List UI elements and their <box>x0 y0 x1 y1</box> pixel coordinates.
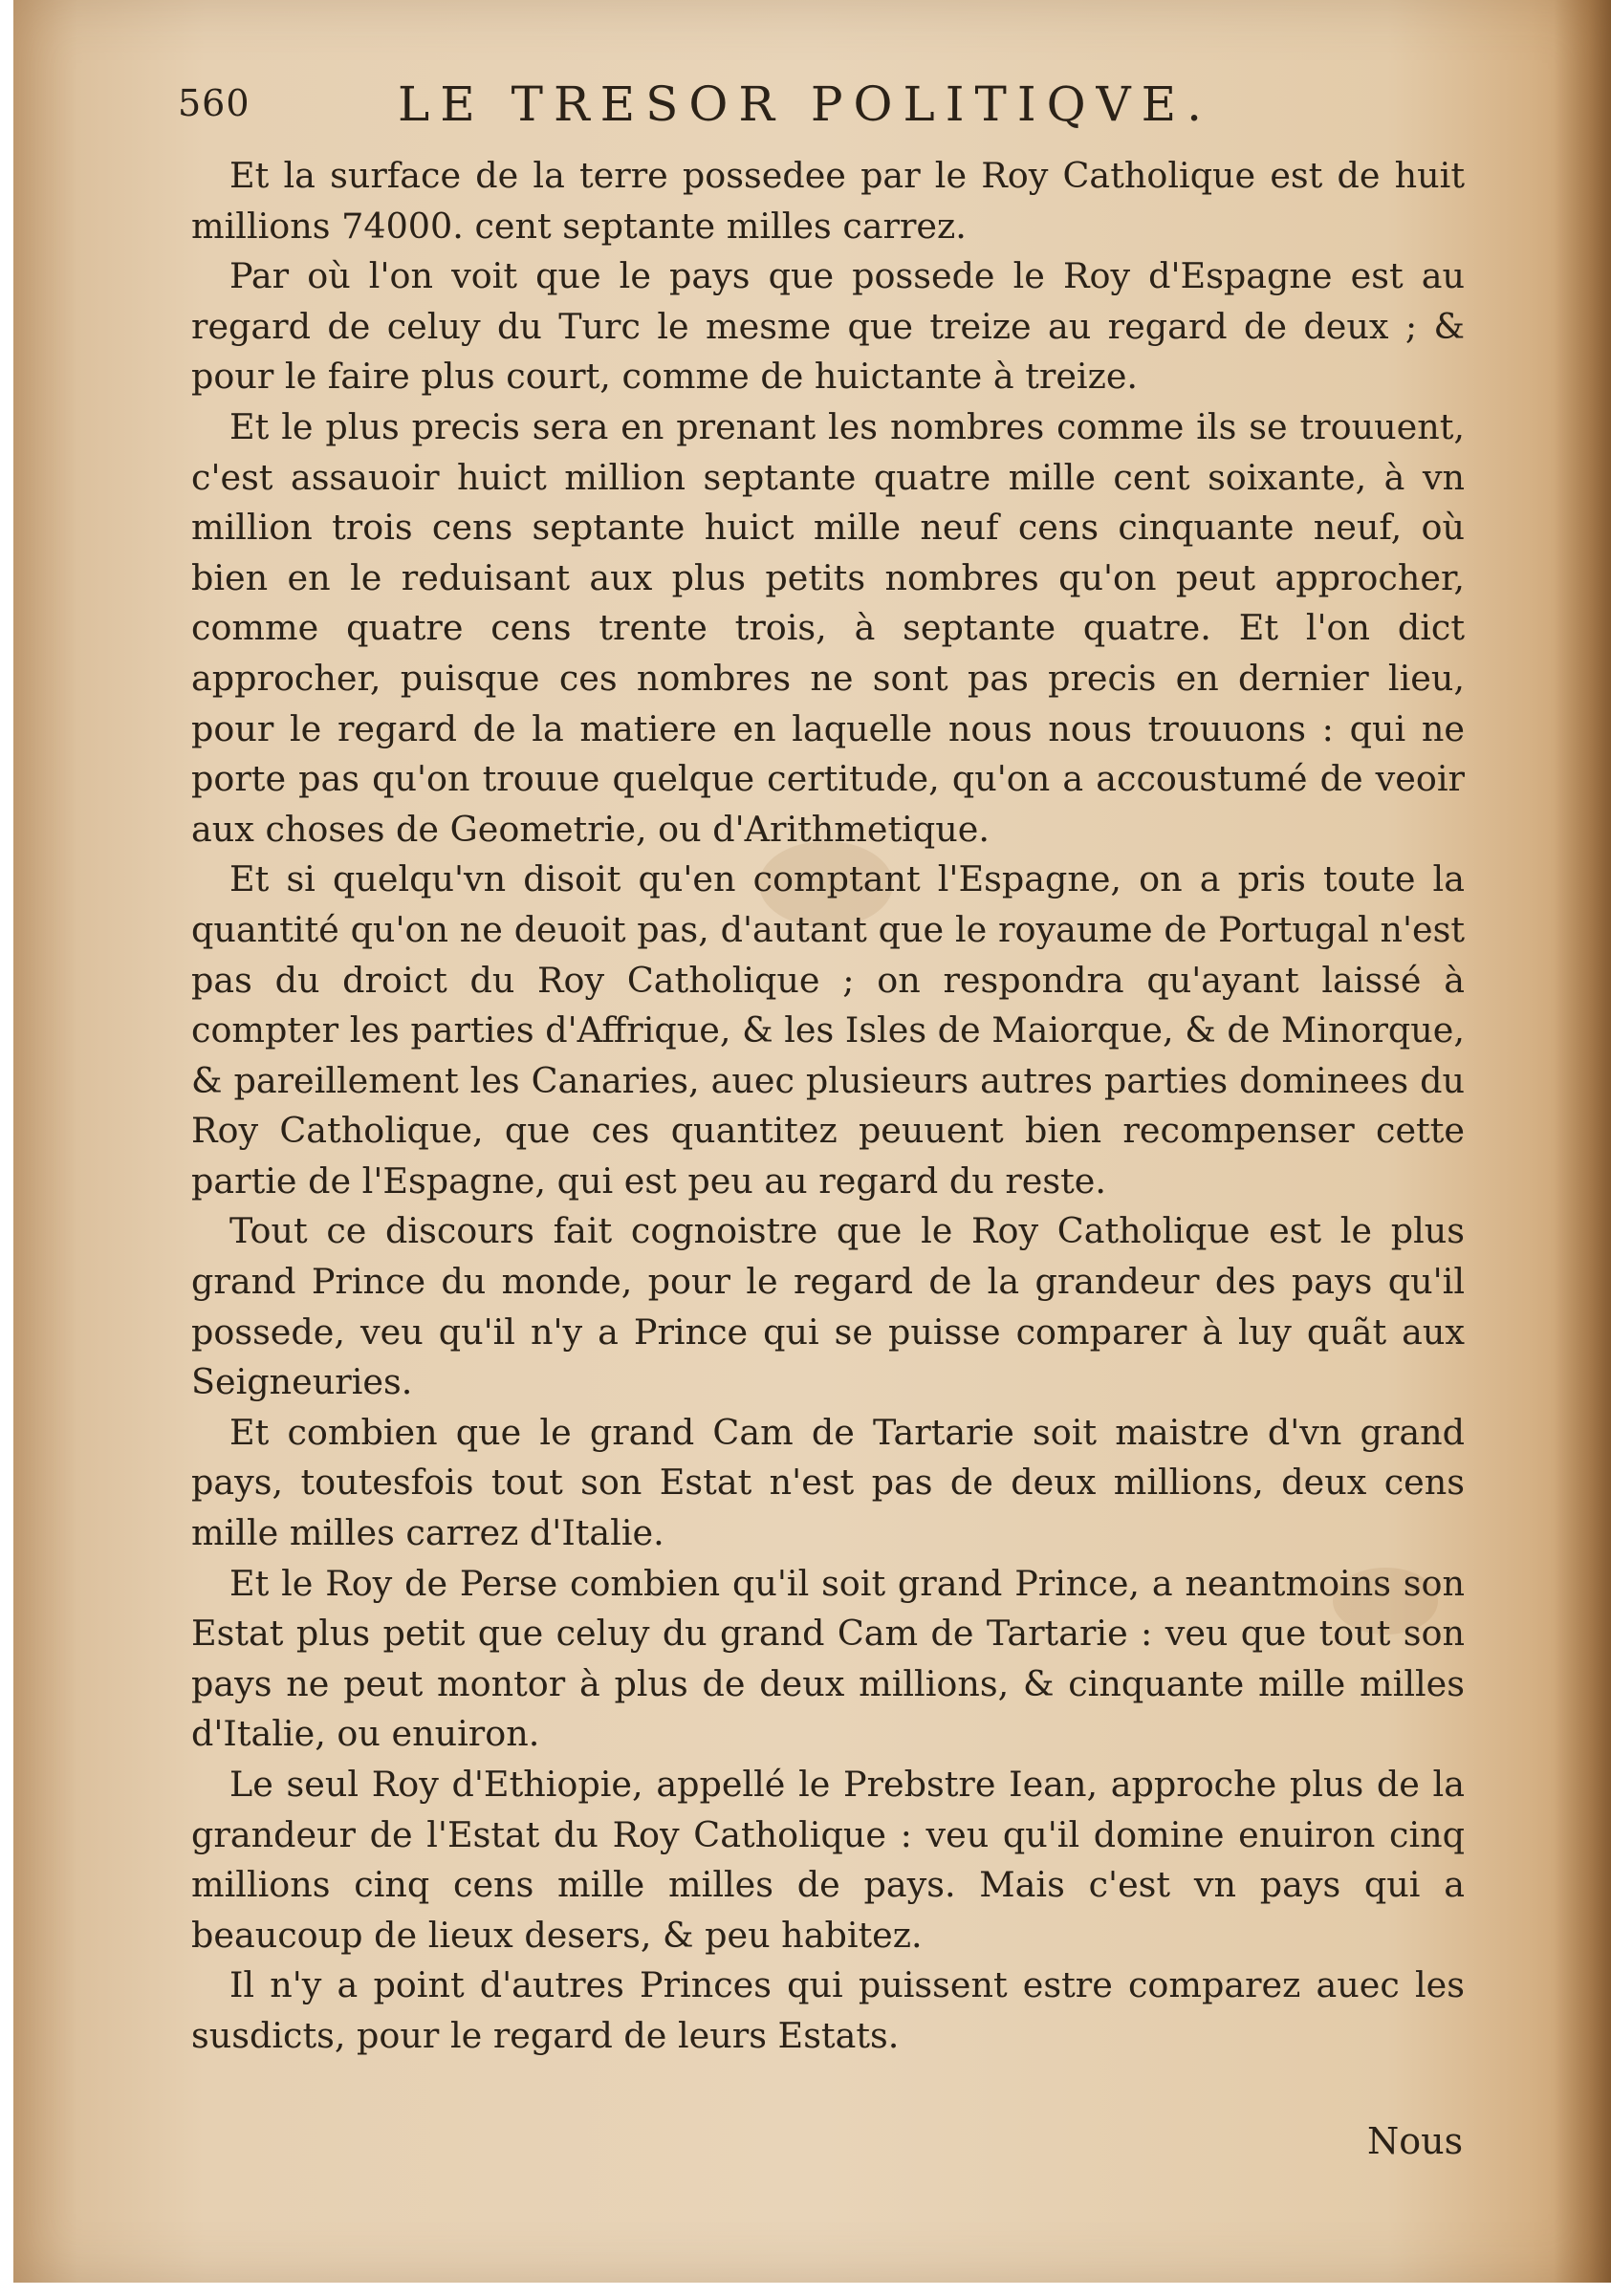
paragraph: Et la surface de la terre possedee par le Roy Catholique est de huit millions 74000. cent septante milles carrez. <box>191 155 1465 247</box>
paragraph: Il n'y a point d'autres Princes qui puissent estre comparez auec les susdicts, pour le regard de leurs Estats. <box>191 1964 1465 2056</box>
paragraph: Et le Roy de Perse combien qu'il soit grand Prince, a neantmoins son Estat plus petit que celuy du grand Cam de Tartarie : veu que tout son pays ne peut montor à plus de deux millions, & cinquante mille milles d'Italie, ou enuiron. <box>191 1562 1465 1755</box>
catchword: Nous <box>1367 2120 1464 2162</box>
body-text <box>191 151 1465 2062</box>
book-title: LE TRESOR POLITIQVE. <box>398 76 1213 132</box>
book-page <box>13 0 1611 2283</box>
page-number: 560 <box>178 82 250 124</box>
paragraph: Et si quelqu'vn disoit qu'en comptant l'Espagne, on a pris toute la quantité qu'on ne deuoit pas, d'autant que le royaume de Portugal n'est pas du droict du Roy Catholique ; on respondra qu'ayant laissé à compter les parties d'Affrique, & les Isles de Maiorque, & de Minorque, & pareillement les Canaries, auec plusieurs autres parties dominees du Roy Catholique, que ces quantitez peuuent bien recompenser cette partie de l'Espagne, qui est peu au regard du reste. <box>191 858 1465 1202</box>
paragraph: Par où l'on voit que le pays que possede le Roy d'Espagne est au regard de celuy du Turc le mesme que treize au regard de deux ; & pour le faire plus court, comme de huictante à treize. <box>191 255 1465 398</box>
paragraph: Le seul Roy d'Ethiopie, appellé le Prebstre Iean, approche plus de la grandeur de l'Estat du Roy Catholique : veu qu'il domine enuiron cinq millions cinq cens mille milles de pays. Mais c'est vn pays qui a beaucoup de lieux desers, & peu habitez. <box>191 1764 1465 1956</box>
paragraph: Et le plus precis sera en prenant les nombres comme ils se trouuent, c'est assauoir huict million septante quatre mille cent soixante, à vn million trois cens septante huict mille neuf cens cinquante neuf, où bien en le reduisant aux plus petits nombres qu'on peut approcher, comme quatre cens trente trois, à septante quatre. Et l'on dict approcher, puisque ces nombres ne sont pas precis en dernier lieu, pour le regard de la matiere en laquelle nous nous trouuons : qui ne porte pas qu'on trouue quelque certitude, qu'on a accoustumé de veoir aux choses de Geometrie, ou d'Arithmetique. <box>191 405 1465 850</box>
running-head <box>178 76 1306 134</box>
paragraph: Et combien que le grand Cam de Tartarie soit maistre d'vn grand pays, toutesfois tout son Estat n'est pas de deux millions, deux cens mille milles carrez d'Italie. <box>191 1411 1465 1554</box>
paragraph: Tout ce discours fait cognoistre que le Roy Catholique est le plus grand Prince du monde, pour le regard de la grandeur des pays qu'il possede, veu qu'il n'y a Prince qui se puisse comparer à luy quãt aux Seigneuries. <box>191 1210 1465 1403</box>
page-edge-shadow <box>1554 0 1611 2283</box>
